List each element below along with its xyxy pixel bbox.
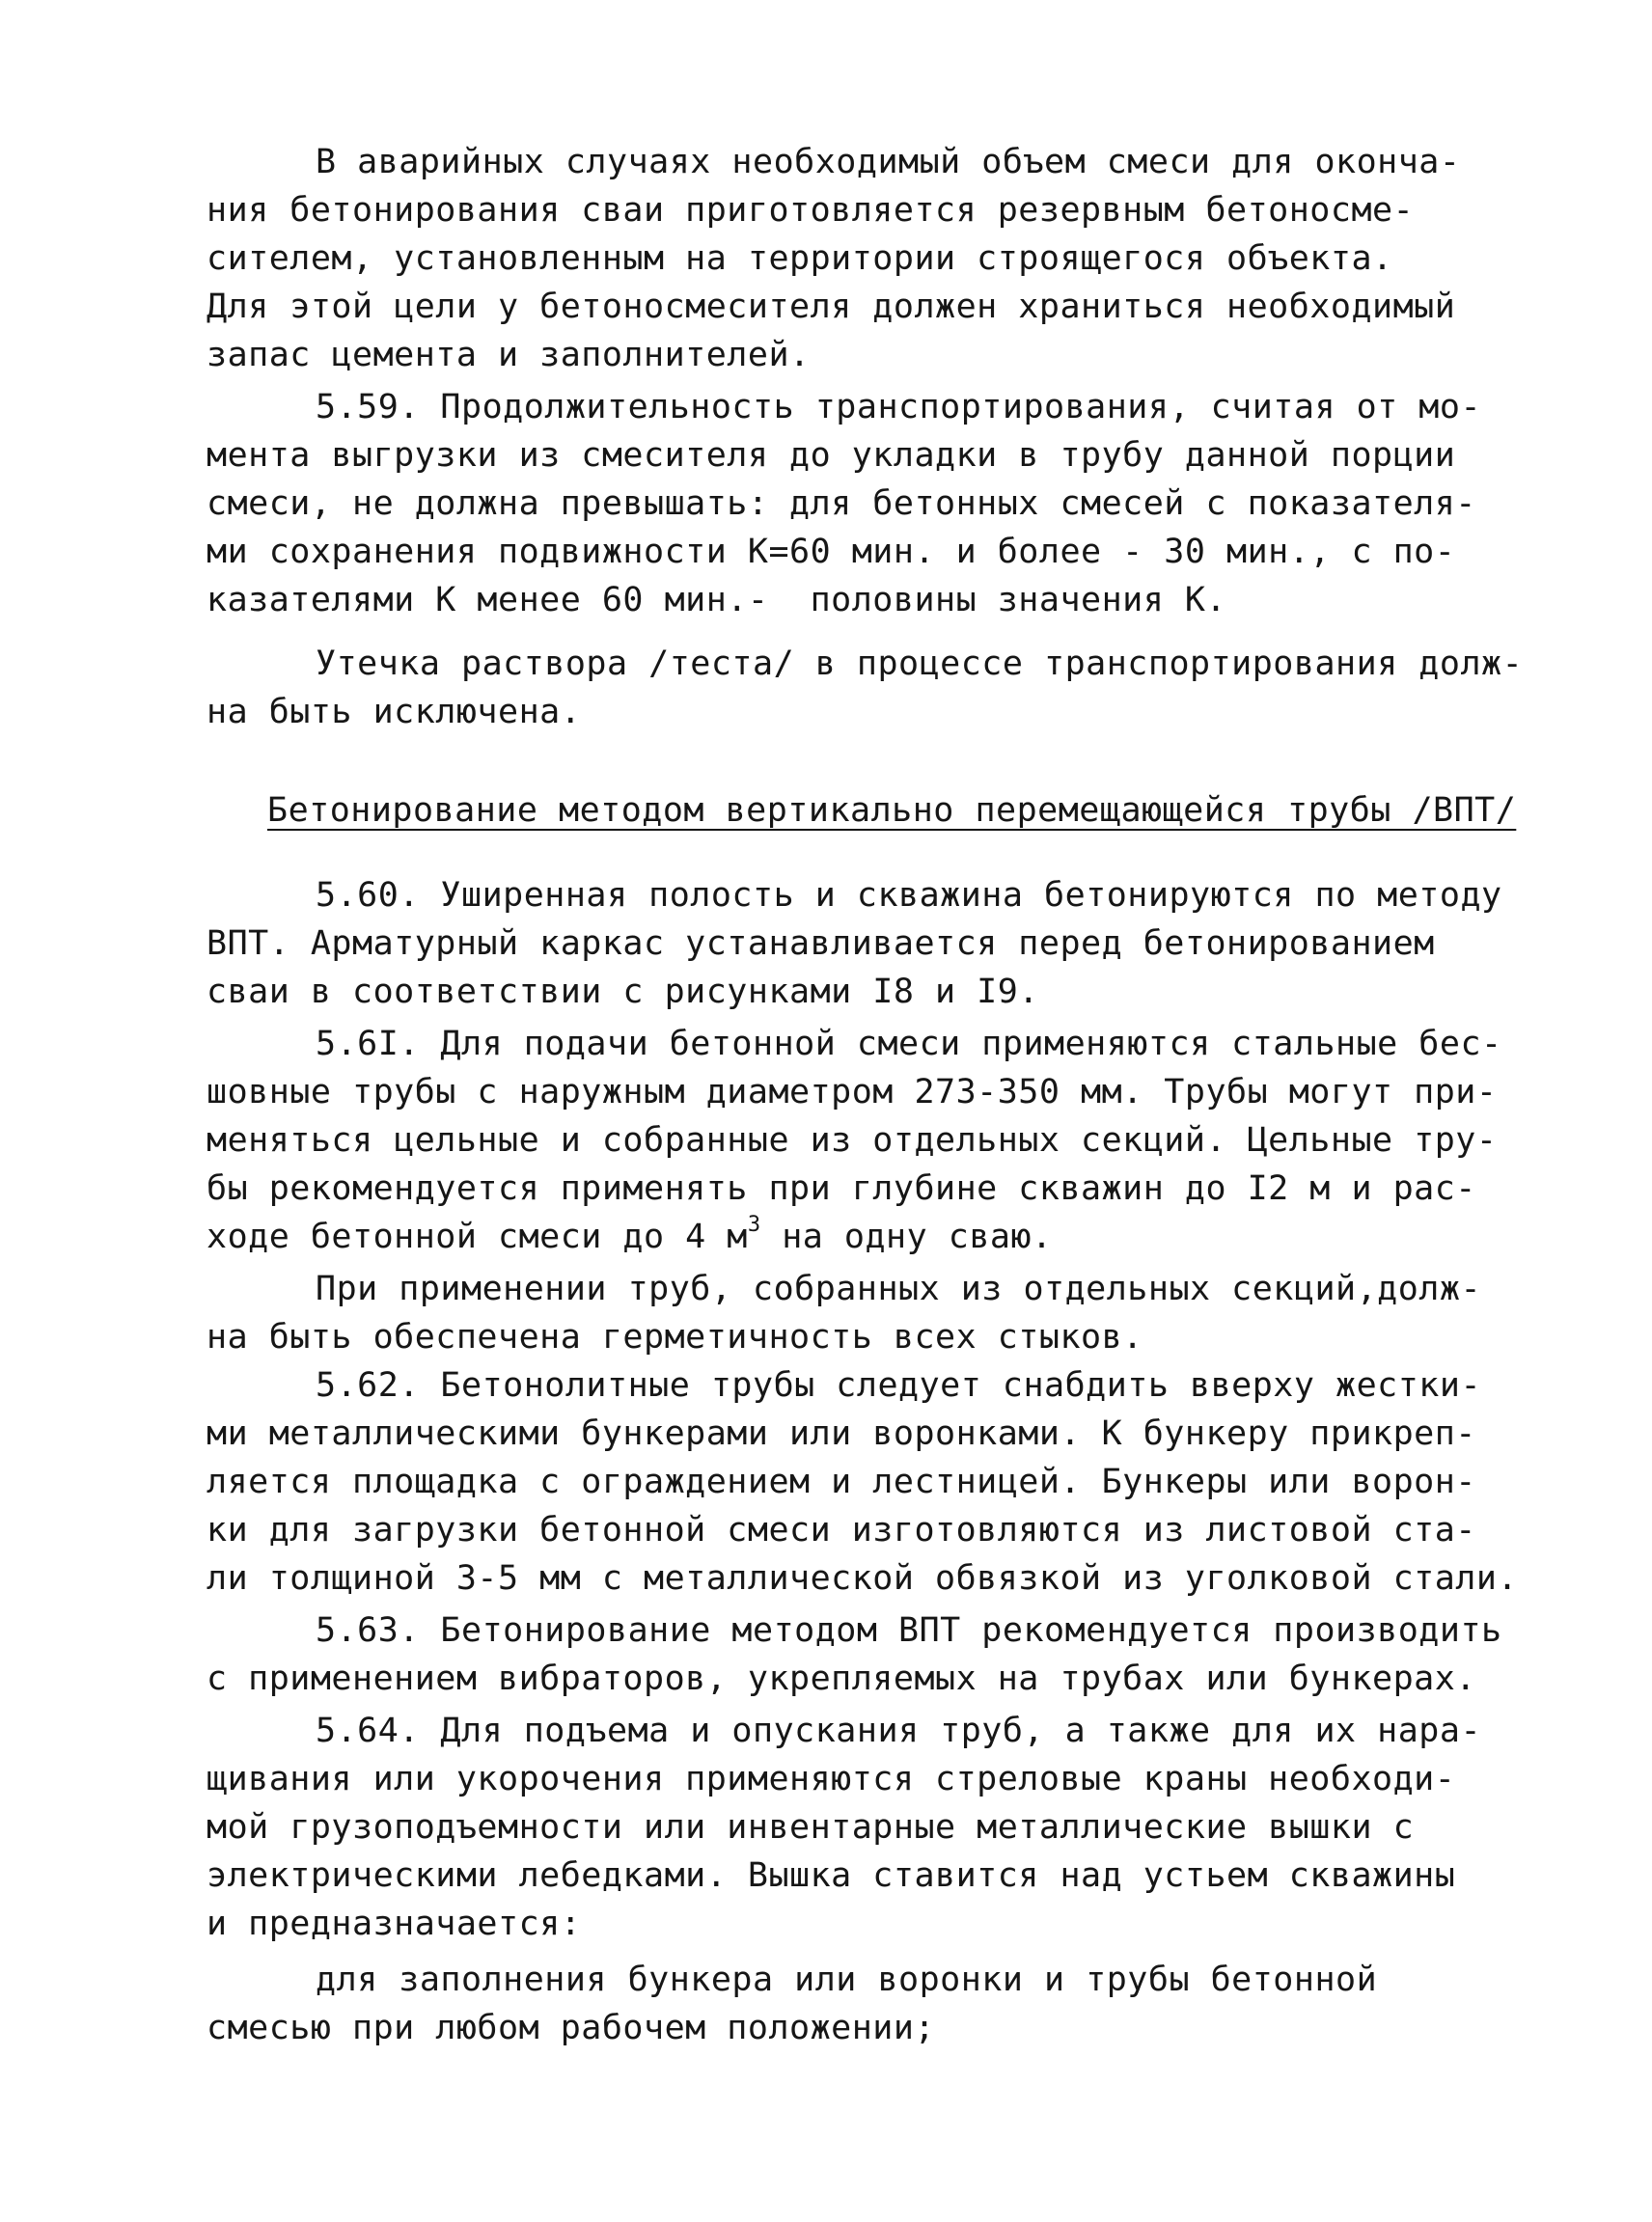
text-line: для заполнения бункера или воронки и трубы бетонной [316, 1961, 1378, 1999]
text-line: сваи в соответствии с рисунками I8 и I9. [206, 973, 1039, 1011]
text-line: ми металлическими бункерами или воронками. К бункеру прикреп- [206, 1414, 1476, 1453]
text-line: 5.64. Для подъема и опускания труб, а также для их нара- [316, 1712, 1482, 1750]
text-line: ми сохранения подвижности К=60 мин. и более - 30 мин., с по- [206, 533, 1456, 571]
text-line: сителем, установленным на территории строящегося объекта. [206, 239, 1393, 278]
text-line: ВПТ. Арматурный каркас устанавливается перед бетонированием [206, 924, 1435, 963]
text-line: ки для загрузки бетонной смеси изготовляются из листовой ста- [206, 1511, 1476, 1550]
text-line: мой грузоподъемности или инвентарные металлические вышки с [206, 1808, 1415, 1847]
text-line: электрическими лебедками. Вышка ставится над устьем скважины [206, 1856, 1456, 1895]
text-line: смеси, не должна превышать: для бетонных смесей с показателя- [206, 484, 1476, 523]
text-line: При применении труб, собранных из отдельных секций,долж- [316, 1270, 1482, 1308]
text-line: В аварийных случаях необходимый объем смеси для оконча- [316, 143, 1461, 181]
text-line: щивания или укорочения применяются стреловые краны необходи- [206, 1760, 1456, 1798]
text-line [206, 1213, 1053, 1258]
text-line: 5.59. Продолжительность транспортирования, считая от мо- [316, 388, 1482, 426]
section-heading: Бетонирование методом вертикально перемещающейся трубы /ВПТ/ [267, 791, 1517, 830]
text-line: бы рекомендуется применять при глубине скважин до I2 м и рас- [206, 1169, 1476, 1208]
text-line: ния бетонирования сваи приготовляется резервным бетоносме- [206, 191, 1415, 230]
text-line: ляется площадка с ограждением и лестницей. Бункеры или ворон- [206, 1463, 1476, 1501]
text-line: меняться цельные и собранные из отдельных секций. Цельные тру- [206, 1121, 1498, 1160]
text-line: ли толщиной 3-5 мм с металлической обвязкой из уголковой стали. [206, 1559, 1519, 1598]
text-line: 5.62. Бетонолитные трубы следует снабдить вверху жестки- [316, 1366, 1482, 1405]
text-segment: ходе бетонной смеси до 4 м [206, 1218, 748, 1256]
text-line: запас цемента и заполнителей. [206, 336, 811, 374]
text-line: Для этой цели у бетоносмесителя должен храниться необходимый [206, 288, 1456, 326]
text-line: Утечка раствора /теста/ в процессе транспортирования долж- [316, 645, 1524, 683]
text-line: 5.63. Бетонирование методом ВПТ рекомендуется производить [316, 1611, 1502, 1650]
text-segment: на одну сваю. [760, 1218, 1053, 1256]
text-line: шовные трубы с наружным диаметром 273-350 мм. Трубы могут при- [206, 1073, 1498, 1111]
text-line: на быть исключена. [206, 693, 582, 731]
superscript: 3 [747, 1213, 761, 1238]
text-line: на быть обеспечена герметичность всех стыков. [206, 1318, 1143, 1357]
text-line: и предназначается: [206, 1905, 582, 1943]
text-line: с применением вибраторов, укрепляемых на трубах или бункерах. [206, 1660, 1476, 1698]
text-line: смесью при любом рабочем положении; [206, 2009, 936, 2047]
text-line: 5.60. Уширенная полость и скважина бетонируются по методу [316, 876, 1502, 915]
text-line: казателями К менее 60 мин.- половины значения К. [206, 581, 1227, 619]
text-line: 5.6I. Для подачи бетонной смеси применяются стальные бес- [316, 1025, 1502, 1063]
text-line: мента выгрузки из смесителя до укладки в трубу данной порции [206, 436, 1456, 475]
